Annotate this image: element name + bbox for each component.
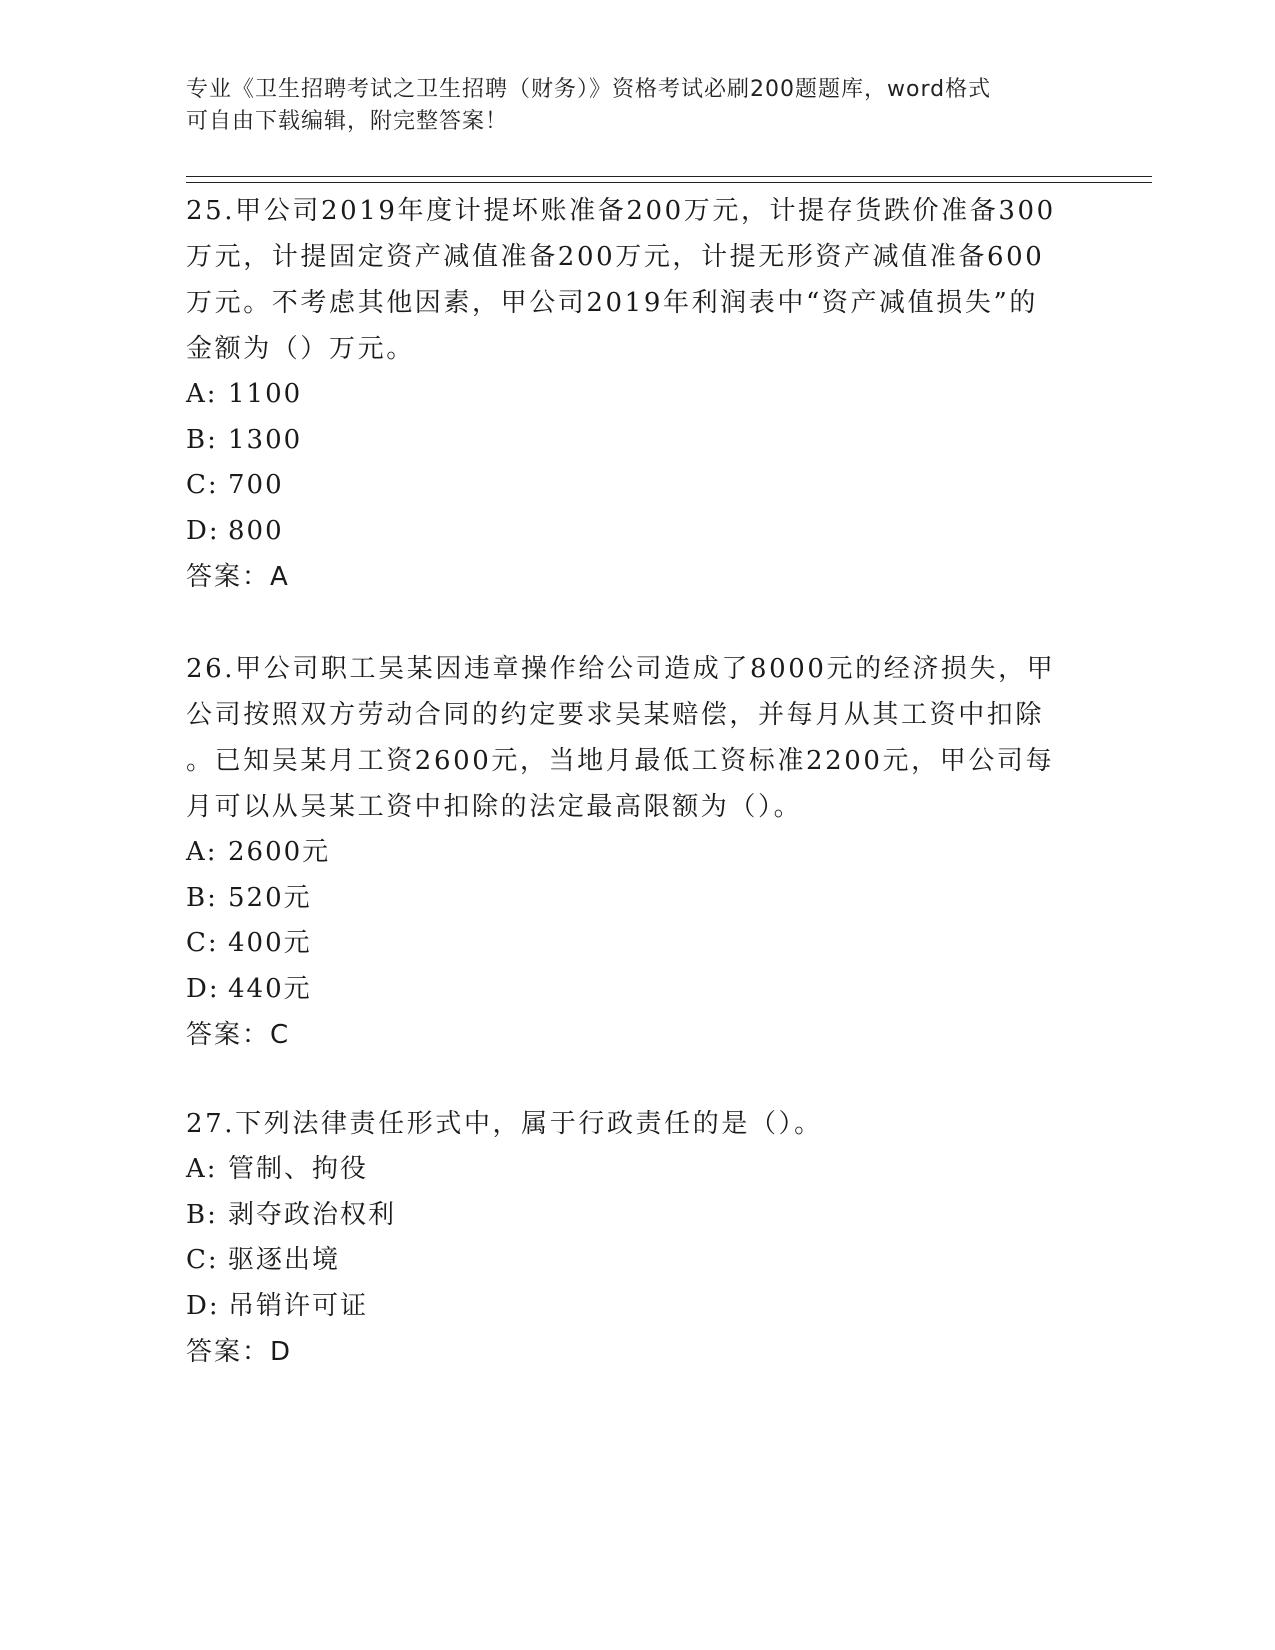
option-text: 1300 <box>228 424 303 455</box>
option-key: A: <box>186 1154 218 1184</box>
answer-line: 答案：D <box>186 1337 293 1367</box>
document-header <box>186 74 1086 138</box>
option-text: 吊销许可证 <box>228 1290 369 1321</box>
option-key: C: <box>186 928 219 958</box>
option-text: 1100 <box>228 379 303 409</box>
option-text: 800 <box>228 515 284 546</box>
option-key: C: <box>186 470 219 500</box>
option-b <box>186 1193 1086 1239</box>
header-line-1: 专业《卫生招聘考试之卫生招聘（财务）》资格考试必刷200题题库，word格式 <box>186 77 992 102</box>
option-key: B: <box>186 424 218 455</box>
question-stem-line: 万元，计提固定资产减值准备200万元，计提无形资产减值准备600 <box>186 242 1045 272</box>
option-c <box>186 921 1086 967</box>
option-text: 440元 <box>228 973 312 1004</box>
option-text: 驱逐出境 <box>228 1245 341 1275</box>
option-a <box>186 830 1086 876</box>
question-stem-line: 27.下列法律责任形式中，属于行政责任的是（）。 <box>186 1109 823 1139</box>
answer-line: 答案：C <box>186 1020 291 1050</box>
question-stem-line: 公司按照双方劳动合同的约定要求吴某赔偿，并每月从其工资中扣除 <box>186 700 1045 730</box>
option-a <box>186 1147 1086 1193</box>
question-stem-line: 月可以从吴某工资中扣除的法定最高限额为（）。 <box>186 792 803 822</box>
option-text: 520元 <box>228 882 312 913</box>
question-stem-line: 金额为（）万元。 <box>186 334 415 364</box>
option-c <box>186 463 1086 509</box>
question-stem-line: 25.甲公司2019年度计提坏账准备200万元，计提存货跌价准备300 <box>186 196 1056 226</box>
option-text: 剥夺政治权利 <box>228 1199 397 1230</box>
option-key: D: <box>186 1290 220 1321</box>
answer-line: 答案：A <box>186 562 290 592</box>
question-stem-line: 万元。不考虑其他因素，甲公司2019年利润表中“资产减值损失”的 <box>186 288 1038 318</box>
option-c <box>186 1238 1086 1284</box>
option-key: D: <box>186 515 220 546</box>
option-key: C: <box>186 1245 219 1275</box>
question-stem-line: 26.甲公司职工吴某因违章操作给公司造成了8000元的经济损失，甲 <box>186 654 1056 684</box>
question-stem-line: 。已知吴某月工资2600元，当地月最低工资标准2200元，甲公司每 <box>186 746 1055 776</box>
option-key: A: <box>186 837 218 867</box>
option-key: A: <box>186 379 218 409</box>
option-key: D: <box>186 973 220 1004</box>
option-d <box>186 967 1086 1013</box>
option-d <box>186 509 1086 555</box>
header-line-2: 可自由下载编辑，附完整答案！ <box>186 109 509 134</box>
header-divider-bottom <box>186 182 1152 183</box>
option-d <box>186 1284 1086 1330</box>
option-text: 2600元 <box>228 837 331 867</box>
option-key: B: <box>186 1199 218 1230</box>
option-a <box>186 372 1086 418</box>
option-b <box>186 876 1086 922</box>
option-b <box>186 418 1086 464</box>
question-27 <box>186 1101 1086 1375</box>
option-text: 管制、拘役 <box>228 1154 369 1184</box>
question-25 <box>186 188 1086 600</box>
option-key: B: <box>186 882 218 913</box>
header-divider-top <box>186 176 1152 177</box>
option-text: 700 <box>228 470 284 500</box>
question-26 <box>186 646 1086 1058</box>
option-text: 400元 <box>228 928 312 958</box>
